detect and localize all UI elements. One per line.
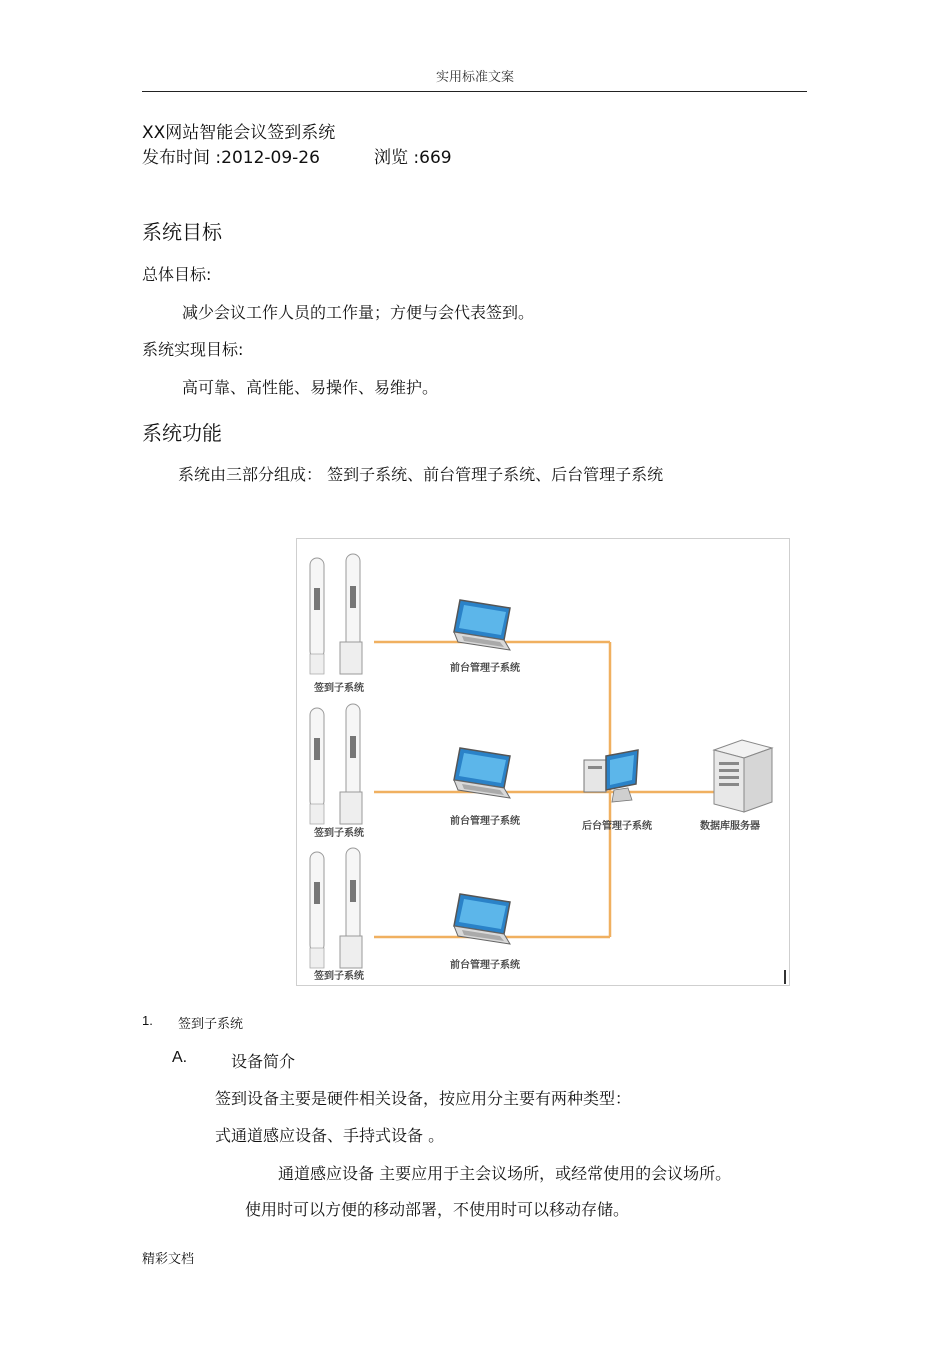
label-front-2: 前台管理子系统 (450, 816, 520, 827)
overall-goal-text: 减少会议工作人员的工作量；方便与会代表签到。 (182, 303, 535, 322)
sub-item-a-number: A. (172, 1049, 188, 1066)
system-architecture-diagram (296, 538, 790, 986)
sub-item-a-label: 设备简介 (231, 1052, 296, 1071)
label-front-3: 前台管理子系统 (450, 960, 520, 971)
label-database: 数据库服务器 (700, 821, 760, 832)
header-rule (142, 91, 807, 92)
functions-intro: 系统由三部分组成： 签到子系统、前台管理子系统、后台管理子系统 (178, 465, 664, 484)
paragraph-2: 式通道感应设备、手持式设备 。 (215, 1126, 445, 1145)
publish-date: 发布时间 :2012-09-26 (142, 148, 320, 168)
impl-goal-text: 高可靠、高性能、易操作、易维护。 (182, 378, 439, 397)
paragraph-4: 使用时可以方便的移动部署，不使用时可以移动存储。 (245, 1200, 630, 1219)
label-front-1: 前台管理子系统 (450, 663, 520, 674)
diagram-corner-mark (784, 970, 786, 984)
impl-goal-label: 系统实现目标: (142, 340, 244, 359)
list-item-1-label: 签到子系统 (178, 1017, 244, 1032)
laptop-1 (454, 600, 510, 650)
article-title: XX网站智能会议签到系统 (142, 123, 336, 143)
heading-system-goals: 系统目标 (142, 220, 222, 244)
label-backend: 后台管理子系统 (582, 821, 652, 832)
page-footer: 精彩文档 (142, 1252, 195, 1267)
label-checkin-2: 签到子系统 (314, 828, 364, 839)
label-checkin-1: 签到子系统 (314, 683, 364, 694)
view-count: 浏览 :669 (374, 148, 452, 168)
overall-goal-label: 总体目标: (142, 265, 212, 284)
heading-system-functions: 系统功能 (142, 421, 222, 445)
label-checkin-3: 签到子系统 (314, 971, 364, 982)
list-item-1-number: 1. (142, 1013, 153, 1028)
page-header: 实用标准文案 (435, 70, 514, 85)
laptop-3 (454, 894, 510, 944)
database-server-icon (714, 740, 772, 812)
diagram-svg (296, 538, 790, 986)
paragraph-1: 签到设备主要是硬件相关设备，按应用分主要有两种类型： (215, 1089, 632, 1108)
laptop-2 (454, 748, 510, 798)
paragraph-3: 通道感应设备 主要应用于主会议场所，或经常使用的会议场所。 (278, 1164, 732, 1183)
